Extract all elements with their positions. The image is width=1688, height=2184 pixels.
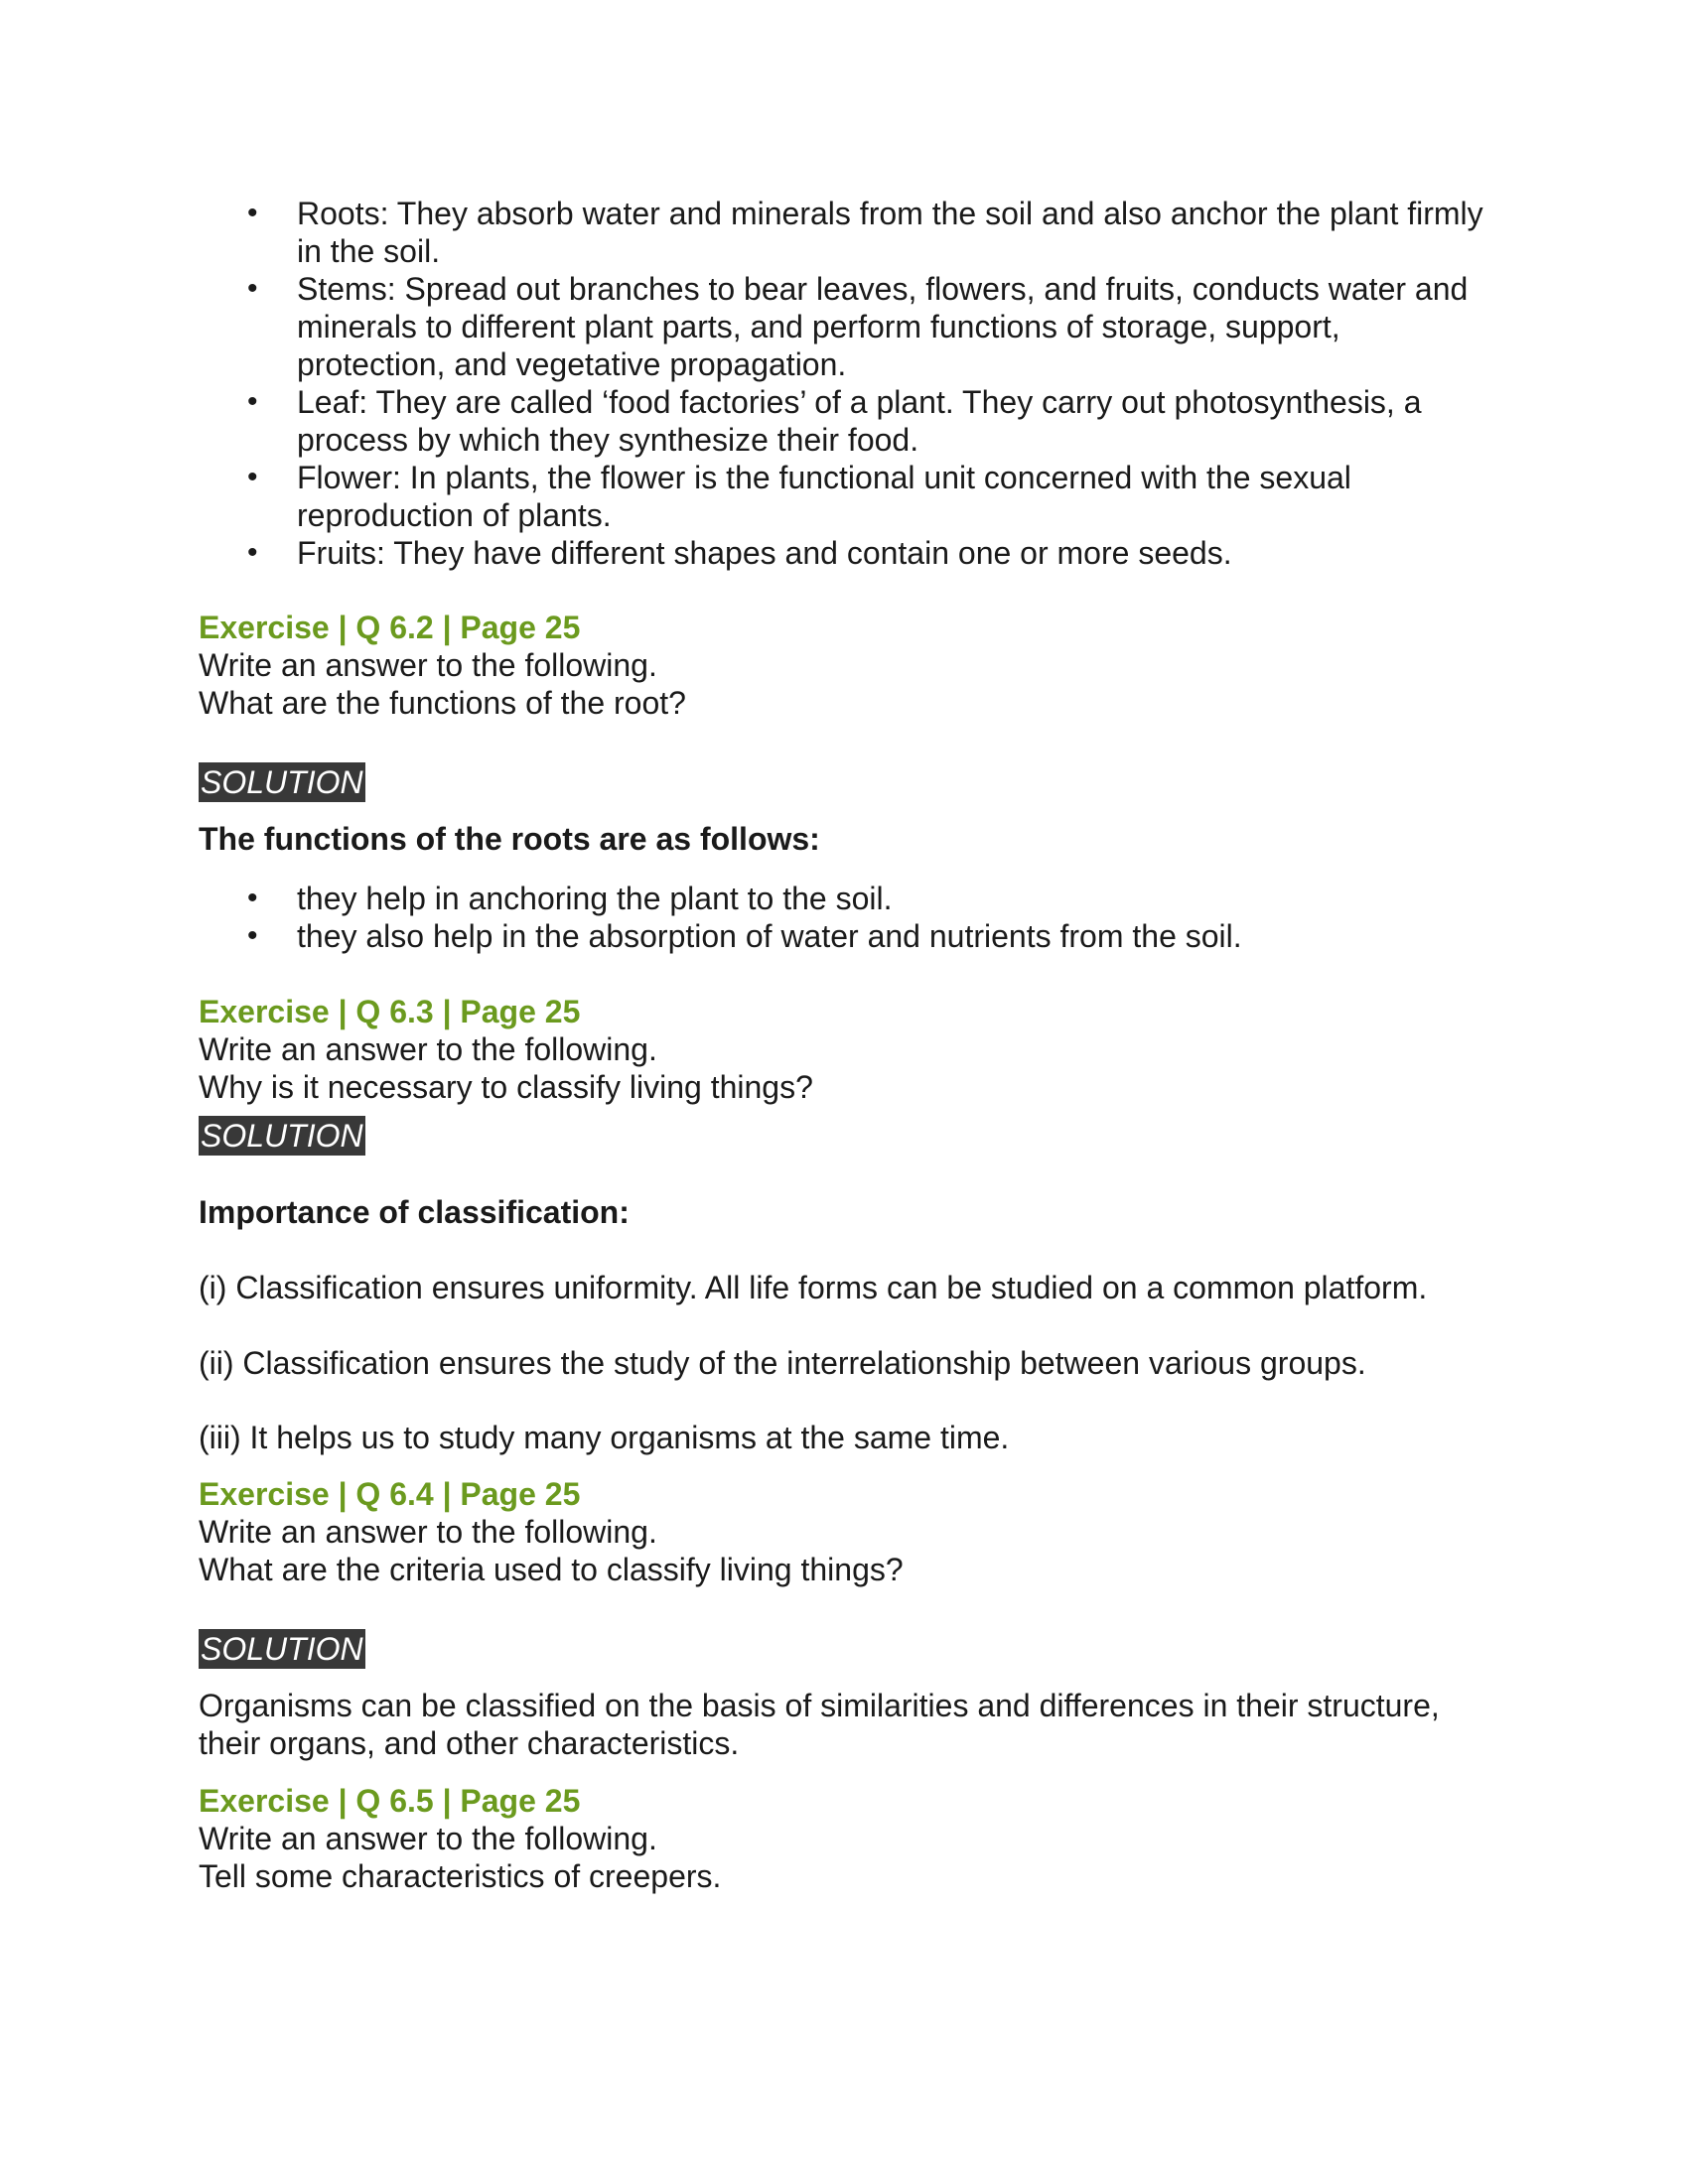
question-text: Tell some characteristics of creepers. bbox=[199, 1858, 722, 1894]
answer-point: (ii) Classification ensures the study of the interrelationship between various groups. bbox=[199, 1345, 1366, 1381]
answer-title: The functions of the roots are as follows: bbox=[199, 821, 820, 857]
question-text: What are the criteria used to classify living things? bbox=[199, 1552, 904, 1587]
exercise-heading-6-4: Exercise | Q 6.4 | Page 25 bbox=[199, 1476, 581, 1512]
root-functions-list bbox=[199, 880, 1489, 955]
question-instruction: Write an answer to the following. bbox=[199, 1514, 657, 1550]
list-item: • Leaf: They are called ‘food factories’ of a plant. They carry out photosynthesis, a process by which they synthesize their food. bbox=[199, 383, 1489, 459]
question-instruction: Write an answer to the following. bbox=[199, 1821, 657, 1856]
answer-point: (i) Classification ensures uniformity. All life forms can be studied on a common platform. bbox=[199, 1270, 1428, 1305]
question-text: Why is it necessary to classify living things? bbox=[199, 1069, 813, 1105]
list-item: • they also help in the absorption of water and nutrients from the soil. bbox=[199, 917, 1489, 955]
answer-text: Organisms can be classified on the basis of similarities and differences in their structure, their organs, and other characteristics. bbox=[199, 1688, 1440, 1761]
list-item: • Fruits: They have different shapes and contain one or more seeds. bbox=[199, 534, 1489, 572]
list-item: • Flower: In plants, the flower is the functional unit concerned with the sexual reproduction of plants. bbox=[199, 459, 1489, 534]
exercise-heading-6-2: Exercise | Q 6.2 | Page 25 bbox=[199, 610, 581, 645]
solution-label: SOLUTION bbox=[201, 764, 363, 800]
question-instruction: Write an answer to the following. bbox=[199, 647, 657, 683]
question-text: What are the functions of the root? bbox=[199, 685, 686, 721]
answer-point: (iii) It helps us to study many organisms at the same time. bbox=[199, 1420, 1010, 1455]
question-instruction: Write an answer to the following. bbox=[199, 1031, 657, 1067]
list-item: • Roots: They absorb water and minerals from the soil and also anchor the plant firmly in the soil. bbox=[199, 195, 1489, 270]
list-item: • they help in anchoring the plant to the soil. bbox=[199, 880, 1489, 917]
page-content bbox=[199, 195, 1489, 1895]
plant-parts-list bbox=[199, 195, 1489, 572]
solution-label: SOLUTION bbox=[201, 1631, 363, 1667]
solution-label: SOLUTION bbox=[201, 1118, 363, 1154]
list-item: • Stems: Spread out branches to bear leaves, flowers, and fruits, conducts water and minerals to different plant parts, and perform functions of storage, support, protection, and vegetative propagation. bbox=[199, 270, 1489, 383]
exercise-heading-6-5: Exercise | Q 6.5 | Page 25 bbox=[199, 1783, 581, 1819]
answer-title: Importance of classification: bbox=[199, 1194, 630, 1230]
exercise-heading-6-3: Exercise | Q 6.3 | Page 25 bbox=[199, 994, 581, 1029]
